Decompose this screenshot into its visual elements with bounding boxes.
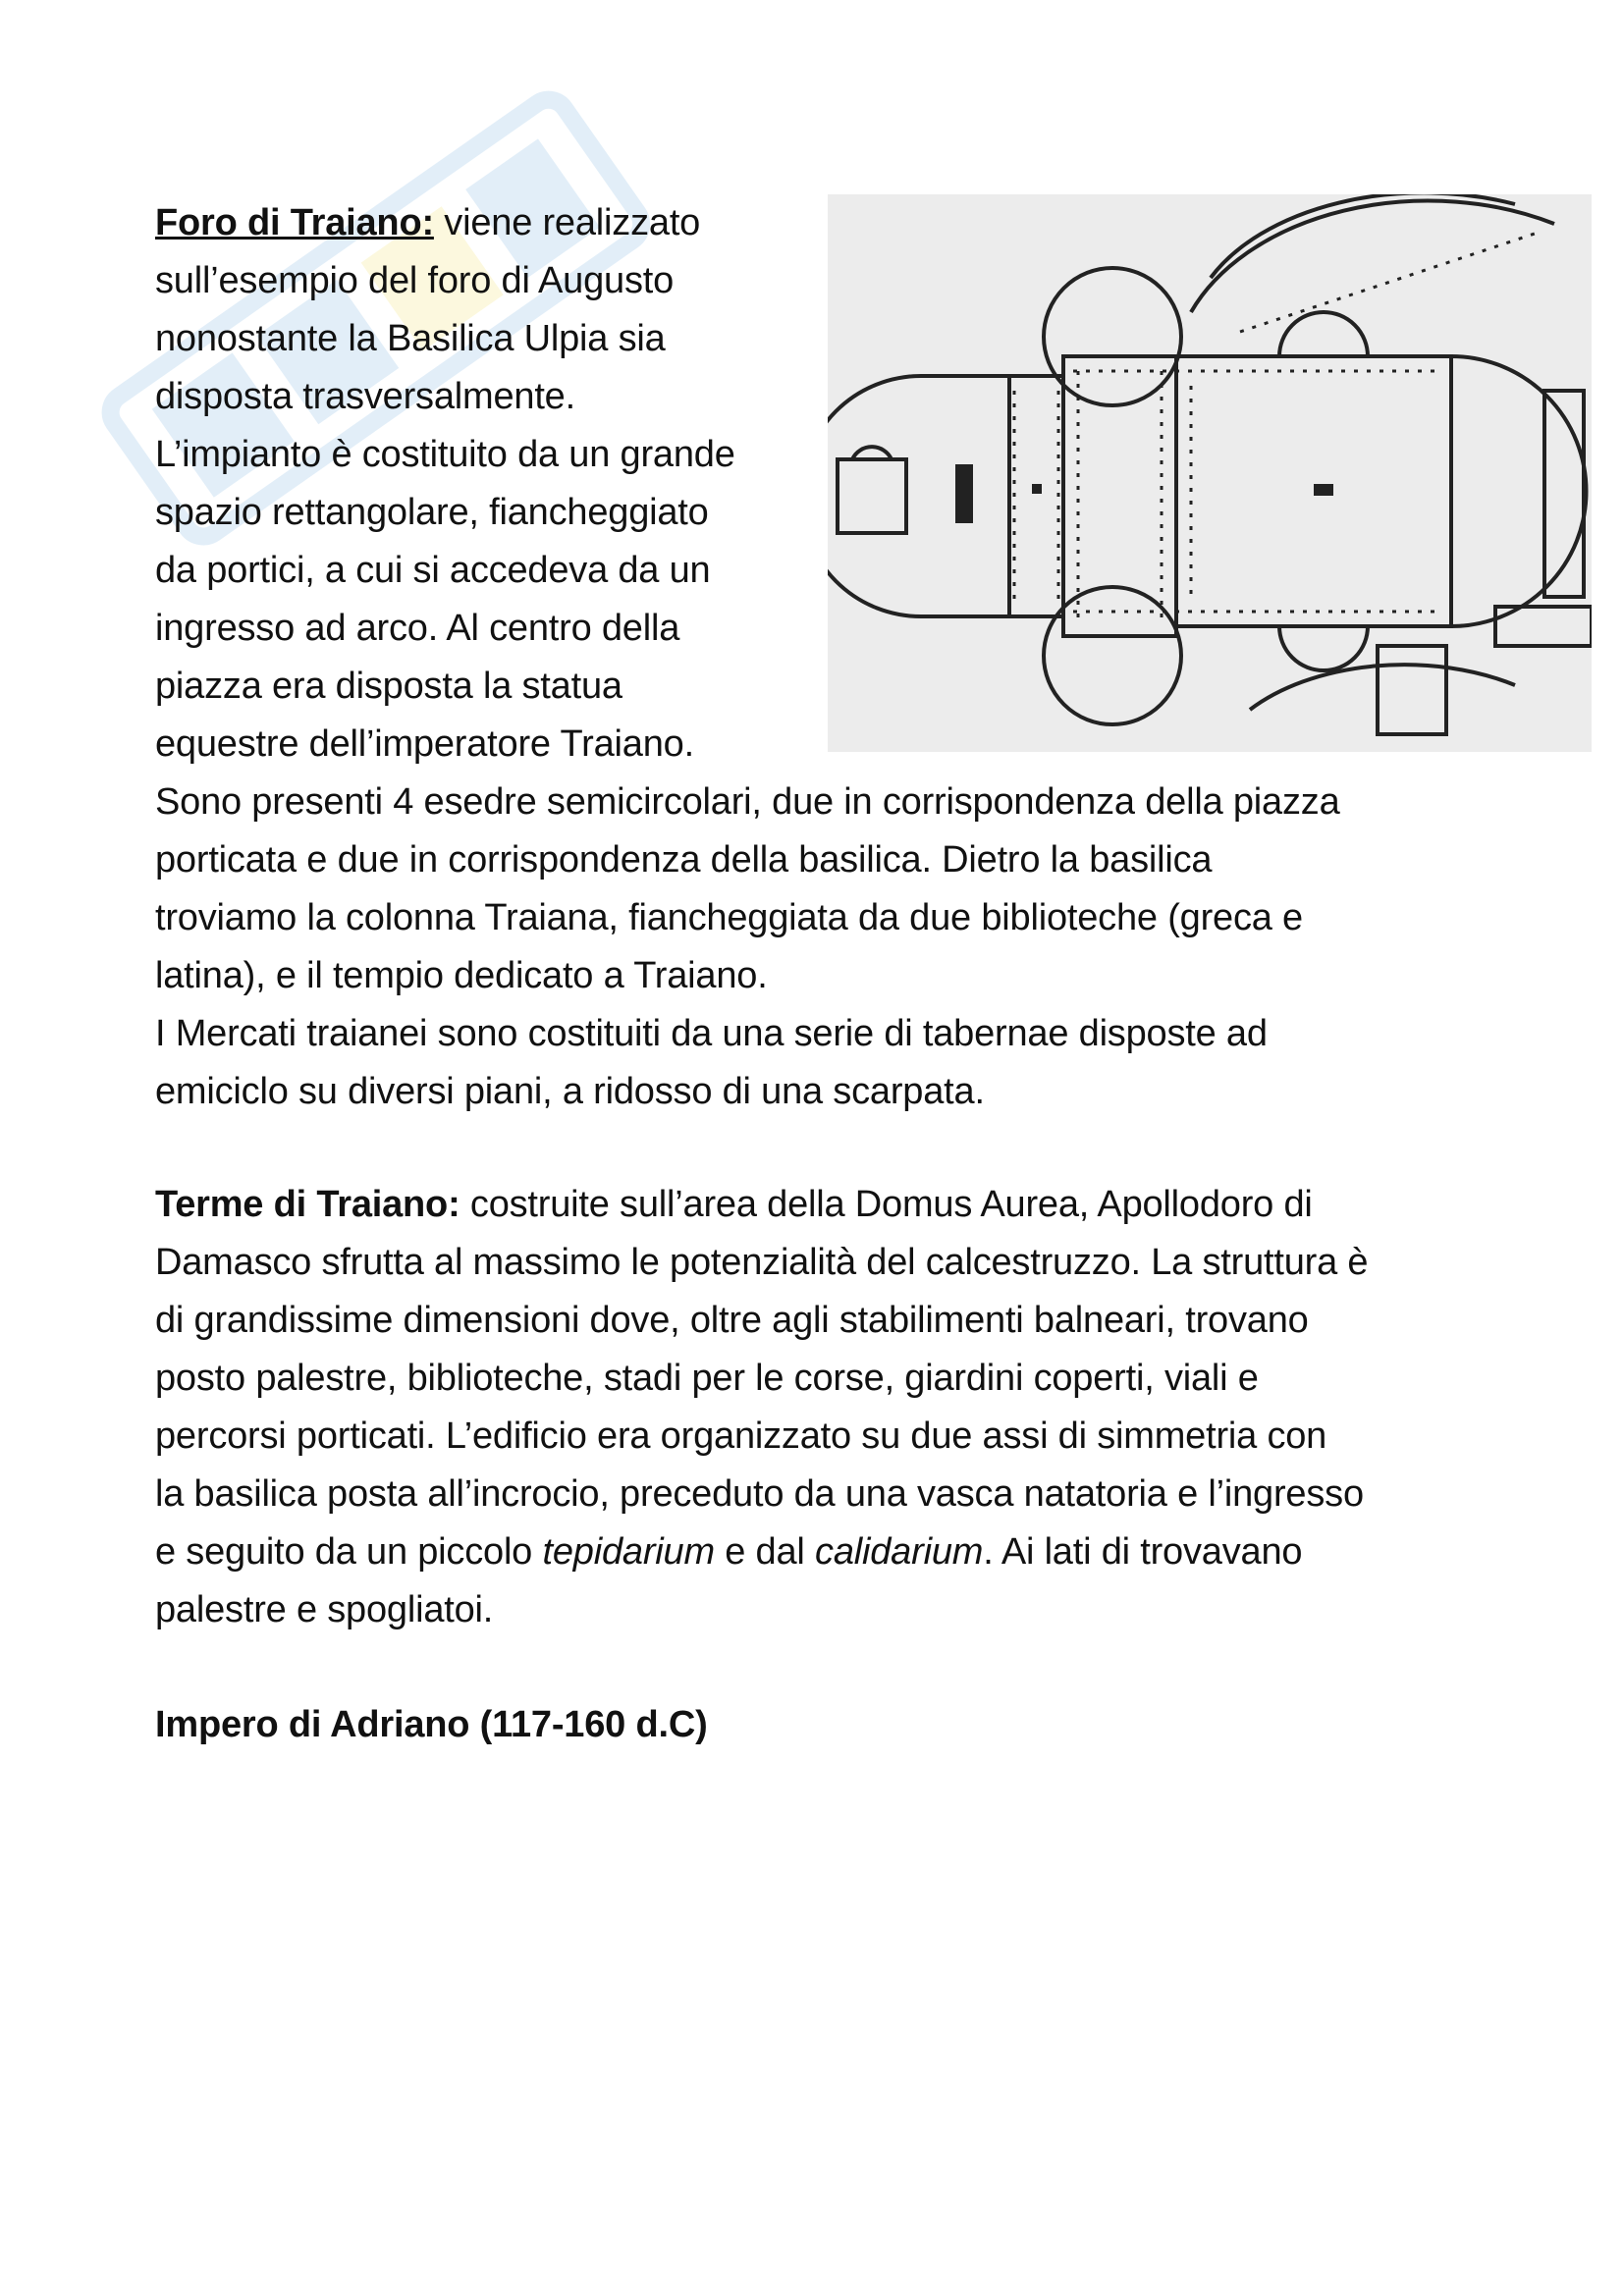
foro-wide-line-1: Sono presenti 4 esedre semicircolari, due in corrispondenza della piazza xyxy=(155,781,1340,823)
foro-wide-line-5: I Mercati traianei sono costituiti da una serie di tabernae disposte ad xyxy=(155,1013,1268,1054)
foro-line-5: L’impianto è costituito da un grande xyxy=(155,434,735,475)
foro-di-traiano-paragraph xyxy=(155,194,803,774)
foro-wide-line-4: latina), e il tempio dedicato a Traiano. xyxy=(155,955,768,996)
foro-line-4: disposta trasversalmente. xyxy=(155,376,575,417)
impero-di-adriano-section xyxy=(155,1696,1530,1754)
terme-line-2: Damasco sfrutta al massimo le potenzialità del calcestruzzo. La struttura è xyxy=(155,1242,1369,1283)
foro-line-6: spazio rettangolare, fiancheggiato xyxy=(155,492,709,533)
foro-line-9: piazza era disposta la statua xyxy=(155,666,622,707)
terme-line-6: la basilica posta all’incrocio, preceduto da una vasca natatoria e l’ingresso xyxy=(155,1473,1364,1515)
foro-wide-line-3: troviamo la colonna Traiana, fiancheggiata da due biblioteche (greca e xyxy=(155,897,1303,938)
terme-di-traiano-paragraph xyxy=(155,1176,1530,1639)
terme-line-4: posto palestre, biblioteche, stadi per le corse, giardini coperti, viali e xyxy=(155,1358,1259,1399)
foro-line-1: Foro di Traiano: viene realizzato xyxy=(155,202,701,243)
foro-di-traiano-heading: Foro di Traiano: xyxy=(155,202,434,243)
foro-wide-line-2: porticata e due in corrispondenza della basilica. Dietro la basilica xyxy=(155,839,1213,881)
foro-line-2: sull’esempio del foro di Augusto xyxy=(155,260,675,301)
terme-line-8: palestre e spogliatoi. xyxy=(155,1589,494,1630)
terme-line-1: Terme di Traiano: costruite sull’area della Domus Aurea, Apollodoro di xyxy=(155,1184,1313,1225)
terme-line-3: di grandissime dimensioni dove, oltre agli stabilimenti balneari, trovano xyxy=(155,1300,1309,1341)
terme-line-7: e seguito da un piccolo tepidarium e dal calidarium. Ai lati di trovavano xyxy=(155,1531,1303,1573)
calidarium-term: calidarium xyxy=(815,1531,984,1573)
foro-line-8: ingresso ad arco. Al centro della xyxy=(155,608,680,649)
terme-line-5: percorsi porticati. L’edificio era organizzato su due assi di simmetria con xyxy=(155,1415,1327,1457)
foro-line-3: nonostante la Basilica Ulpia sia xyxy=(155,318,666,359)
tepidarium-term: tepidarium xyxy=(542,1531,715,1573)
forum-floor-plan-illustration xyxy=(828,194,1592,752)
foro-di-traiano-continuation xyxy=(155,774,1530,1121)
foro-wide-line-6: emiciclo su diversi piani, a ridosso di una scarpata. xyxy=(155,1071,985,1112)
impero-di-adriano-heading: Impero di Adriano (117-160 d.C) xyxy=(155,1704,708,1745)
foro-line-10: equestre dell’imperatore Traiano. xyxy=(155,723,694,765)
foro-line-7: da portici, a cui si accedeva da un xyxy=(155,550,711,591)
terme-di-traiano-heading: Terme di Traiano: xyxy=(155,1184,460,1225)
